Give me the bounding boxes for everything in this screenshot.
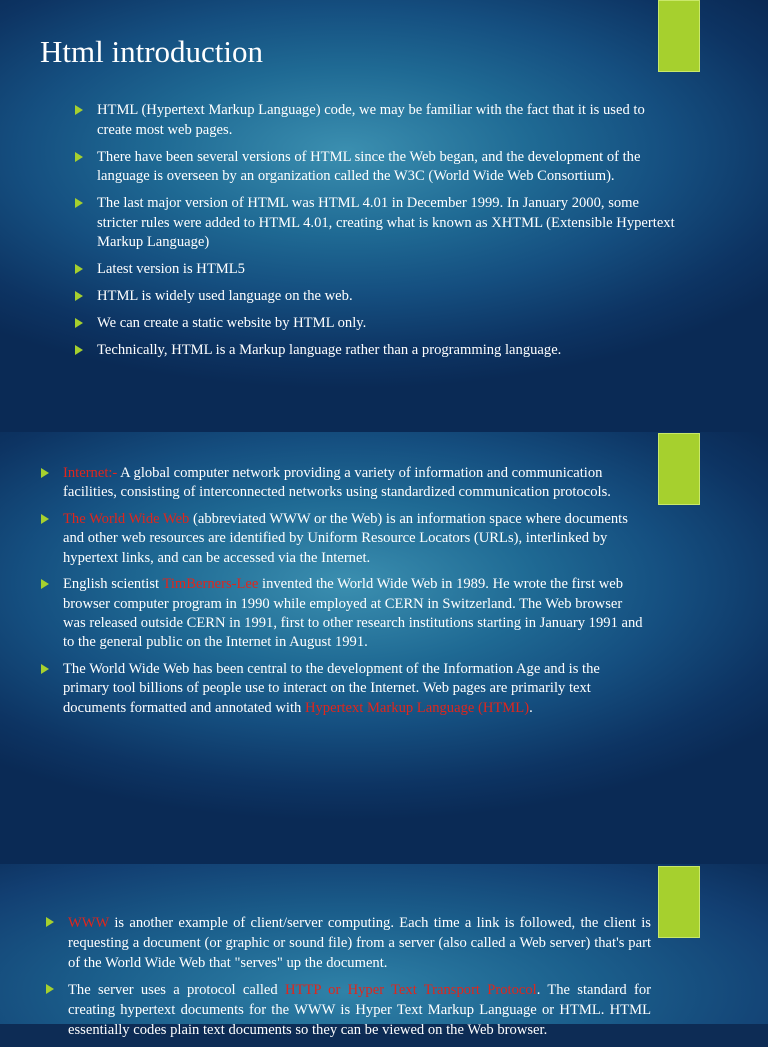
bullet-arrow-icon [41, 579, 49, 589]
list-item: The World Wide Web (abbreviated WWW or the Web) is an information space where documents and other web resources are identified by Uniform Resource Locators (URLs), interlinked by hypertext links, and can be accessed via the Internet. [41, 510, 646, 568]
accent-tab [658, 0, 700, 72]
slide-2 [0, 432, 768, 864]
list-item: The server uses a protocol called HTTP or Hyper Text Transport Protocol. The standard for creating hypertext documents for the WWW is Hyper Text Markup Language or HTML. HTML essentially codes plain text documents so they can be viewed on the Web browser. [46, 980, 651, 1040]
bullet-arrow-icon [41, 468, 49, 478]
list-item: HTML (Hypertext Markup Language) code, we may be familiar with the fact that it is used to create most web pages. [75, 101, 675, 140]
slide-3 [0, 864, 768, 1038]
list-item: Technically, HTML is a Markup language rather than a programming language. [75, 341, 675, 361]
list-item: The last major version of HTML was HTML 4.01 in December 1999. In January 2000, some stricter rules were added to HTML 4.01, creating what is known as XHTML (Extensible Hypertext Markup Language) [75, 194, 675, 253]
list-item: There have been several versions of HTML since the Web began, and the development of the language is overseen by an organization called the W3C (World Wide Web Consortium). [75, 148, 675, 187]
bullet-arrow-icon [75, 105, 83, 115]
highlight-term: The World Wide Web [63, 511, 190, 528]
bullet-list [75, 101, 675, 368]
list-item: Latest version is HTML5 [75, 260, 675, 280]
highlight-term: TimBerners-Lee [162, 576, 259, 593]
list-item: We can create a static website by HTML only. [75, 314, 675, 334]
bullet-arrow-icon [75, 291, 83, 301]
bullet-arrow-icon [41, 514, 49, 524]
bullet-arrow-icon [75, 198, 83, 208]
highlight-term: Internet:- [63, 465, 118, 481]
bullet-arrow-icon [41, 664, 49, 674]
list-item: HTML is widely used language on the web. [75, 287, 675, 307]
bullet-list [41, 464, 646, 726]
bullet-list [46, 913, 651, 1047]
bullet-arrow-icon [75, 152, 83, 162]
highlight-term: HTTP or Hyper Text Transport Protocol [284, 982, 537, 998]
list-item: English scientist TimBerners-Lee invented the World Wide Web in 1989. He wrote the first web browser computer program in 1990 while employed at CERN in Switzerland. The Web browser was released outside CERN in 1991, first to other research institutions starting in January 1991 and to the general public on the Internet in August 1991. [41, 575, 646, 652]
list-item: Internet:- A global computer network providing a variety of information and communication facilities, consisting of interconnected networks using standardized communication protocols. [41, 464, 646, 503]
bullet-arrow-icon [75, 318, 83, 328]
bullet-arrow-icon [75, 345, 83, 355]
accent-tab [658, 866, 700, 938]
highlight-term: WWW [68, 915, 110, 931]
bullet-arrow-icon [46, 984, 54, 994]
bullet-arrow-icon [46, 917, 54, 927]
slide-title: Html introduction [40, 34, 264, 69]
highlight-term: Hypertext Markup Language (HTML) [304, 699, 530, 716]
accent-tab [658, 433, 700, 505]
bullet-arrow-icon [75, 264, 83, 274]
slide-1 [0, 0, 768, 432]
list-item: The World Wide Web has been central to the development of the Information Age and is the primary tool billions of people use to interact on the Internet. Web pages are primarily text documents formatted and annotated with Hypertext Markup Language (HTML). [41, 660, 646, 718]
list-item: WWW is another example of client/server computing. Each time a link is followed, the client is requesting a document (or graphic or sound file) from a server (also called a Web server) that's part of the World Wide Web that "serves" up the document. [46, 913, 651, 973]
